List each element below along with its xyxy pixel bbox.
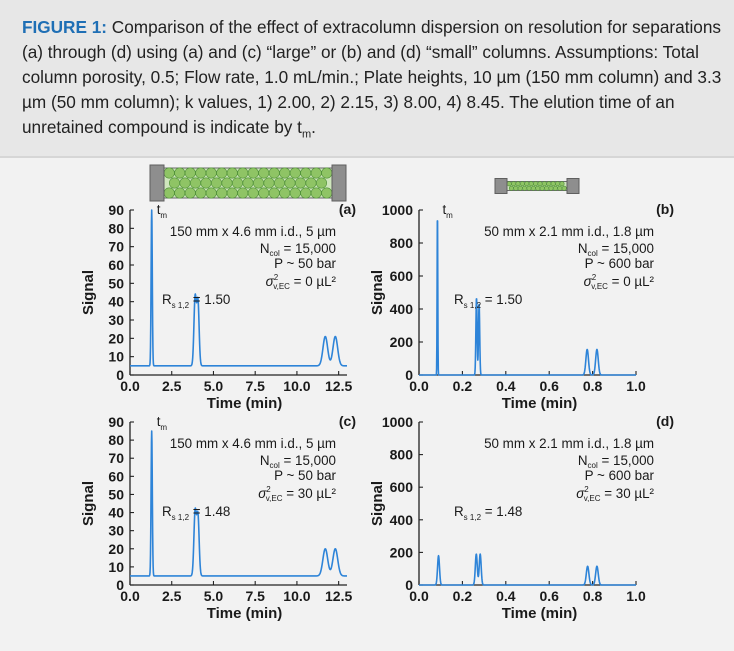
chromatogram-figure — [0, 158, 734, 651]
packing-particle — [529, 182, 533, 186]
packing-particle — [243, 178, 253, 188]
packing-particle — [222, 178, 232, 188]
packing-particle — [542, 182, 546, 186]
y-tick-label: 600 — [389, 479, 413, 496]
packing-particle — [525, 182, 529, 186]
tm-label: $t_m$ — [156, 414, 168, 432]
caption-label: FIGURE 1: — [22, 17, 107, 37]
pressure: P ~ 600 bar — [584, 468, 654, 483]
tm-label: $t_m$ — [442, 202, 453, 220]
packing-particle — [274, 178, 284, 188]
y-tick-label: 10 — [108, 558, 124, 575]
caption-end: . — [311, 117, 316, 137]
column-spec: 150 mm x 4.6 mm i.d., 5 µm — [169, 436, 336, 451]
y-tick-label: 0 — [405, 367, 413, 383]
plate-count: $N_{col} = 15,000$ — [577, 453, 654, 470]
packing-particle — [311, 188, 321, 198]
y-tick-label: 50 — [108, 275, 124, 292]
packing-particle — [206, 188, 216, 198]
chart-panel-a — [80, 201, 356, 412]
chart-panel-c — [80, 413, 356, 622]
packing-particle — [544, 186, 548, 190]
chart-panel-b — [369, 201, 674, 412]
packing-particle — [238, 188, 248, 198]
packing-particle — [248, 188, 258, 198]
y-tick-label: 70 — [108, 450, 124, 467]
packing-particle — [533, 182, 537, 186]
pressure: P ~ 50 bar — [274, 468, 336, 483]
packing-particle — [217, 168, 227, 178]
x-tick-label: 5.0 — [203, 588, 224, 604]
caption-text — [22, 15, 722, 147]
packing-particle — [185, 168, 195, 178]
panel-label: (d) — [656, 413, 674, 429]
packing-particle — [522, 186, 526, 190]
resolution-label: $R_{s 1,2} = 1.50$ — [162, 292, 231, 310]
column-spec: 50 mm x 2.1 mm i.d., 1.8 µm — [484, 224, 654, 239]
figure-area — [0, 158, 734, 651]
resolution-label: $R_{s 1,2} = 1.48$ — [454, 504, 523, 522]
packing-particle — [290, 188, 300, 198]
packing-particle — [311, 168, 321, 178]
y-tick-label: 0 — [405, 577, 413, 593]
y-tick-label: 80 — [108, 220, 124, 237]
packing-particle — [227, 168, 237, 178]
y-tick-label: 20 — [108, 540, 124, 557]
x-axis-label: Time (min) — [206, 605, 283, 622]
packing-particle — [516, 182, 520, 186]
extracolumn-variance: $\sigma^2$ v,EC = 0 µL² — [265, 273, 336, 291]
packing-particle — [264, 178, 274, 188]
extracolumn-variance: $\sigma^2$ v,EC = 30 µL² — [258, 485, 336, 503]
packing-particle — [227, 188, 237, 198]
plate-count: $N_{col} = 15,000$ — [259, 453, 336, 470]
packing-particle — [185, 188, 195, 198]
packing-particle — [248, 168, 258, 178]
y-tick-label: 40 — [108, 504, 124, 521]
packing-particle — [306, 178, 316, 188]
pressure: P ~ 50 bar — [274, 256, 336, 271]
y-tick-label: 80 — [108, 432, 124, 449]
y-tick-label: 1000 — [381, 414, 413, 430]
extracolumn-variance: $\sigma^2$ v,EC = 0 µL² — [583, 273, 654, 291]
packing-particle — [269, 168, 279, 178]
x-tick-label: 12.5 — [325, 588, 353, 604]
y-axis-label: Signal — [80, 269, 97, 316]
packing-particle — [527, 186, 531, 190]
panel-label: (c) — [338, 413, 356, 429]
y-tick-label: 60 — [108, 468, 124, 485]
x-tick-label: 0.6 — [539, 378, 559, 394]
y-tick-label: 800 — [389, 235, 413, 251]
packing-particle — [206, 168, 216, 178]
packing-particle — [269, 188, 279, 198]
packing-particle — [553, 186, 557, 190]
packing-particle — [238, 168, 248, 178]
figure-caption — [0, 0, 734, 158]
packing-particle — [540, 186, 544, 190]
x-axis-label: Time (min) — [501, 605, 578, 622]
resolution-label: $R_{s 1,2} = 1.50$ — [454, 292, 523, 310]
x-tick-label: 0.2 — [452, 378, 473, 394]
packing-particle — [290, 168, 300, 178]
panel-label: (a) — [338, 201, 356, 217]
x-tick-label: 0.2 — [452, 588, 473, 604]
packing-particle — [562, 186, 566, 190]
y-axis-label: Signal — [80, 480, 97, 527]
y-tick-label: 600 — [389, 268, 413, 284]
tm-label: $t_m$ — [156, 202, 168, 220]
y-axis-label: Signal — [369, 480, 386, 527]
packing-particle — [253, 178, 263, 188]
column-endcap-left — [495, 179, 507, 194]
packing-particle — [196, 188, 206, 198]
x-tick-label: 7.5 — [245, 588, 265, 604]
packing-particle — [322, 168, 332, 178]
y-tick-label: 10 — [108, 348, 124, 365]
small-column-icon — [495, 179, 579, 194]
packing-particle — [175, 188, 185, 198]
x-axis-label: Time (min) — [501, 395, 578, 412]
x-tick-label: 2.5 — [161, 378, 182, 394]
x-tick-label: 0.0 — [409, 378, 429, 394]
x-tick-label: 1.0 — [626, 378, 646, 394]
y-tick-label: 200 — [389, 334, 413, 350]
packing-particle — [536, 186, 540, 190]
packing-particle — [538, 182, 542, 186]
y-tick-label: 30 — [108, 522, 124, 539]
packing-particle — [558, 186, 562, 190]
packing-particle — [547, 182, 551, 186]
x-tick-label: 0.6 — [539, 588, 559, 604]
packing-particle — [201, 178, 211, 188]
packing-particle — [190, 178, 200, 188]
x-tick-label: 10.0 — [283, 378, 311, 394]
x-tick-label: 0.8 — [582, 378, 603, 394]
y-tick-label: 400 — [389, 511, 413, 528]
packing-particle — [180, 178, 190, 188]
y-tick-label: 800 — [389, 446, 413, 463]
packing-particle — [301, 188, 311, 198]
packing-particle — [560, 182, 564, 186]
packing-particle — [259, 188, 269, 198]
packing-particle — [175, 168, 185, 178]
x-tick-label: 10.0 — [283, 588, 311, 604]
x-tick-label: 2.5 — [161, 588, 182, 604]
packing-particle — [511, 182, 515, 186]
y-axis-label: Signal — [369, 269, 386, 316]
panel-label: (b) — [656, 201, 674, 217]
packing-particle — [509, 186, 513, 190]
packing-particle — [514, 186, 518, 190]
chromatogram-trace — [419, 554, 636, 585]
column-endcap-left — [150, 165, 164, 201]
y-tick-label: 200 — [389, 544, 413, 561]
y-tick-label: 90 — [108, 414, 124, 430]
packing-particle — [551, 182, 555, 186]
column-spec: 150 mm x 4.6 mm i.d., 5 µm — [169, 224, 336, 239]
column-endcap-right — [332, 165, 346, 201]
y-tick-label: 1000 — [381, 202, 413, 218]
x-tick-label: 0.8 — [582, 588, 603, 604]
x-tick-label: 0.0 — [120, 588, 140, 604]
caption-body: Comparison of the effect of extracolumn dispersion on resolution for separations (a) through (d) using (a) and (c) “large” or (b) and (d) “small” columns. Assumptions: Total column porosity, 0.5; Flow rate, 1.0 mL/min.; Plate heights, 10 µm (150 mm column) and 3.3 µm (50 mm column); k values, 1) 2.00, 2) 2.15, 3) 8.00, 4) 8.45. The elution time of an unretained compound is indicate by t — [22, 17, 722, 137]
y-tick-label: 90 — [108, 202, 124, 218]
x-tick-label: 5.0 — [203, 378, 224, 394]
packing-particle — [555, 182, 559, 186]
packing-particle — [549, 186, 553, 190]
x-tick-label: 12.5 — [325, 378, 353, 394]
packing-particle — [507, 182, 511, 186]
x-tick-label: 7.5 — [245, 378, 265, 394]
resolution-label: $R_{s 1,2} = 1.48$ — [162, 504, 231, 522]
packing-particle — [322, 188, 332, 198]
packing-particle — [232, 178, 242, 188]
x-tick-label: 0.0 — [120, 378, 140, 394]
packing-particle — [316, 178, 326, 188]
x-tick-label: 0.4 — [496, 378, 516, 394]
chart-panel-d — [369, 413, 674, 622]
y-tick-label: 30 — [108, 312, 124, 328]
x-axis-label: Time (min) — [206, 395, 283, 412]
y-tick-label: 20 — [108, 330, 124, 347]
packing-particle — [259, 168, 269, 178]
packing-particle — [164, 188, 174, 198]
packing-particle — [280, 168, 290, 178]
packing-particle — [531, 186, 535, 190]
y-tick-label: 400 — [389, 301, 413, 317]
y-tick-label: 70 — [108, 238, 124, 255]
large-column-icon — [150, 165, 346, 201]
packing-particle — [169, 178, 179, 188]
caption-sub: m — [301, 128, 312, 141]
y-tick-label: 0 — [116, 367, 124, 383]
pressure: P ~ 600 bar — [584, 256, 654, 271]
packing-particle — [518, 186, 522, 190]
y-tick-label: 50 — [108, 486, 124, 503]
x-tick-label: 0.0 — [409, 588, 429, 604]
column-endcap-right — [567, 179, 579, 194]
y-tick-label: 40 — [108, 293, 124, 310]
plate-count: $N_{col} = 15,000$ — [577, 241, 654, 258]
extracolumn-variance: $\sigma^2$ v,EC = 30 µL² — [576, 485, 654, 503]
x-tick-label: 0.4 — [496, 588, 516, 604]
y-tick-label: 0 — [116, 577, 124, 593]
packing-particle — [196, 168, 206, 178]
packing-particle — [295, 178, 305, 188]
x-tick-label: 1.0 — [626, 588, 646, 604]
packing-particle — [285, 178, 295, 188]
packing-particle — [520, 182, 524, 186]
packing-particle — [164, 168, 174, 178]
packing-particle — [211, 178, 221, 188]
packing-particle — [301, 168, 311, 178]
plate-count: $N_{col} = 15,000$ — [259, 241, 336, 258]
packing-particle — [280, 188, 290, 198]
column-spec: 50 mm x 2.1 mm i.d., 1.8 µm — [484, 436, 654, 451]
y-tick-label: 60 — [108, 257, 124, 273]
packing-particle — [217, 188, 227, 198]
